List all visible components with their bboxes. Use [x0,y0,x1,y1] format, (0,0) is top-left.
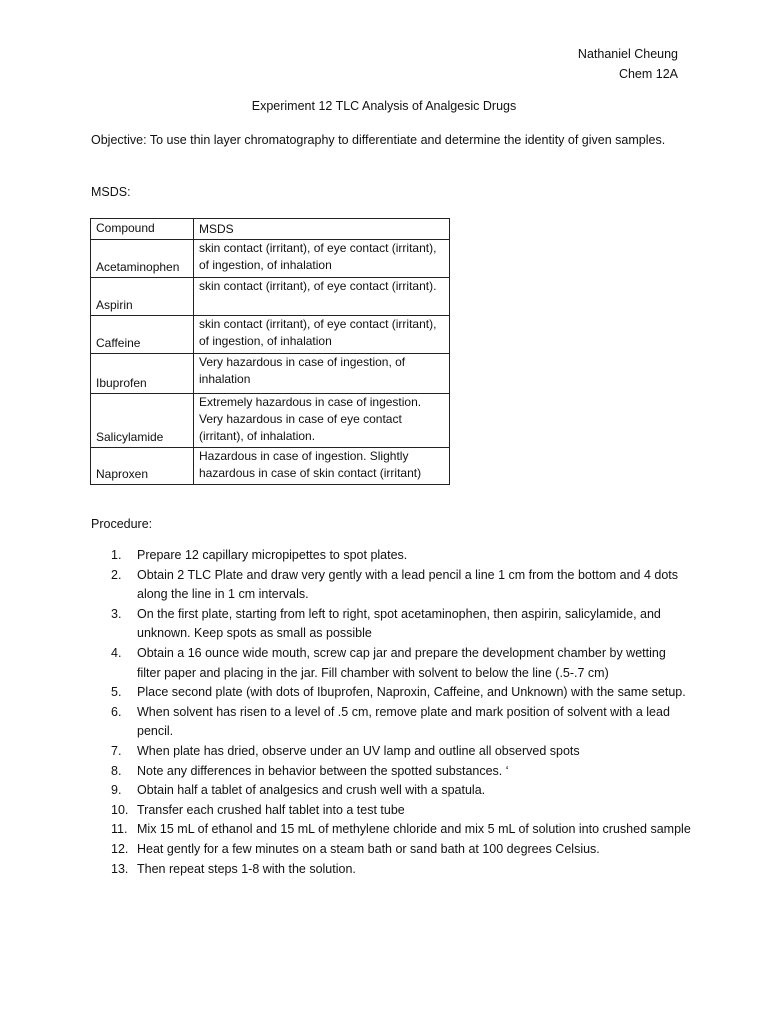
list-item [91,860,691,880]
list-item [91,683,691,703]
step-text: Heat gently for a few minutes on a steam bath or sand bath at 100 degrees Celsius. [137,841,600,856]
step-text: Mix 15 mL of ethanol and 15 mL of methylene chloride and mix 5 mL of solution into crushed sample [137,822,691,837]
list-item [91,605,691,644]
step-number: 1. [111,548,122,562]
procedure-list [91,546,691,879]
table-row [91,394,450,448]
objective-paragraph: Objective: To use thin layer chromatography to differentiate and determine the identity of given samples. [91,133,666,147]
compound-cell: Aspirin [91,278,194,316]
step-text: Note any differences in behavior between the spotted substances. ‘ [137,763,509,778]
msds-cell: Extremely hazardous in case of ingestion. Very hazardous in case of eye contact (irritant), of inhalation. [194,394,450,448]
author-name: Nathaniel Cheung [577,47,678,61]
step-text: Place second plate (with dots of Ibuprofen, Naproxin, Caffeine, and Unknown) with the same setup. [137,685,686,700]
step-text: Obtain half a tablet of analgesics and crush well with a spatula. [137,783,486,798]
step-text: On the first plate, starting from left to right, spot acetaminophen, then aspirin, salicylamide, and unknown. Keep spots as small as possible [137,606,661,641]
course-name: Chem 12A [618,67,678,81]
list-item [91,840,691,860]
compound-cell: Acetaminophen [91,240,194,278]
compound-cell: Ibuprofen [91,354,194,394]
list-item [91,820,691,840]
step-text: When solvent has risen to a level of .5 cm, remove plate and mark position of solvent with a lead pencil. [137,704,670,739]
table-header-row [91,219,450,240]
list-item [91,762,691,782]
list-item [91,742,691,762]
step-number: 8. [111,763,122,778]
msds-cell: skin contact (irritant), of eye contact (irritant). [194,278,450,316]
compound-cell: Salicylamide [91,394,194,448]
msds-cell: Hazardous in case of ingestion. Slightly hazardous in case of skin contact (irritant) [194,448,450,485]
list-item [91,566,691,605]
msds-cell: skin contact (irritant), of eye contact (irritant), of ingestion, of inhalation [194,316,450,354]
document-title: Experiment 12 TLC Analysis of Analgesic Drugs [251,99,517,113]
table-row [91,448,450,485]
list-item [91,703,691,742]
step-number: 3. [111,606,122,621]
compound-cell: Naproxen [91,448,194,485]
step-number: 5. [111,685,122,700]
step-number: 11. [111,822,128,837]
msds-column-header: MSDS [194,219,450,240]
step-number: 12. [111,841,129,856]
msds-cell: skin contact (irritant), of eye contact (irritant), of ingestion, of inhalation [194,240,450,278]
compound-cell: Caffeine [91,316,194,354]
msds-table [90,218,450,485]
list-item [91,644,691,683]
compound-column-header: Compound [91,219,194,240]
list-item [91,546,691,566]
table-row [91,278,450,316]
step-text: Obtain a 16 ounce wide mouth, screw cap jar and prepare the development chamber by wetting filter paper and placing in the jar. Fill chamber with solvent to below the line (.5-.7 cm) [137,645,666,680]
step-text: Transfer each crushed half tablet into a test tube [137,802,405,817]
table-row [91,316,450,354]
step-number: 9. [111,783,122,798]
list-item [91,801,691,821]
list-item [91,781,691,801]
step-number: 7. [111,743,122,758]
step-text: When plate has dried, observe under an UV lamp and outline all observed spots [137,743,580,758]
step-number: 2. [111,567,122,582]
step-number: 10. [111,802,129,817]
msds-cell: Very hazardous in case of ingestion, of inhalation [194,354,450,394]
step-number: 6. [111,704,122,719]
msds-heading: MSDS: [91,185,131,199]
step-number: 4. [111,645,122,660]
step-text: Then repeat steps 1-8 with the solution. [137,861,356,876]
step-text: Obtain 2 TLC Plate and draw very gently with a lead pencil a line 1 cm from the bottom and 4 dots along the line in 1 cm intervals. [137,567,679,602]
procedure-heading: Procedure: [91,517,153,531]
author-block [578,44,678,84]
step-number: 13. [111,861,129,876]
step-text: Prepare 12 capillary micropipettes to spot plates. [137,548,408,562]
table-row [91,240,450,278]
table-row [91,354,450,394]
